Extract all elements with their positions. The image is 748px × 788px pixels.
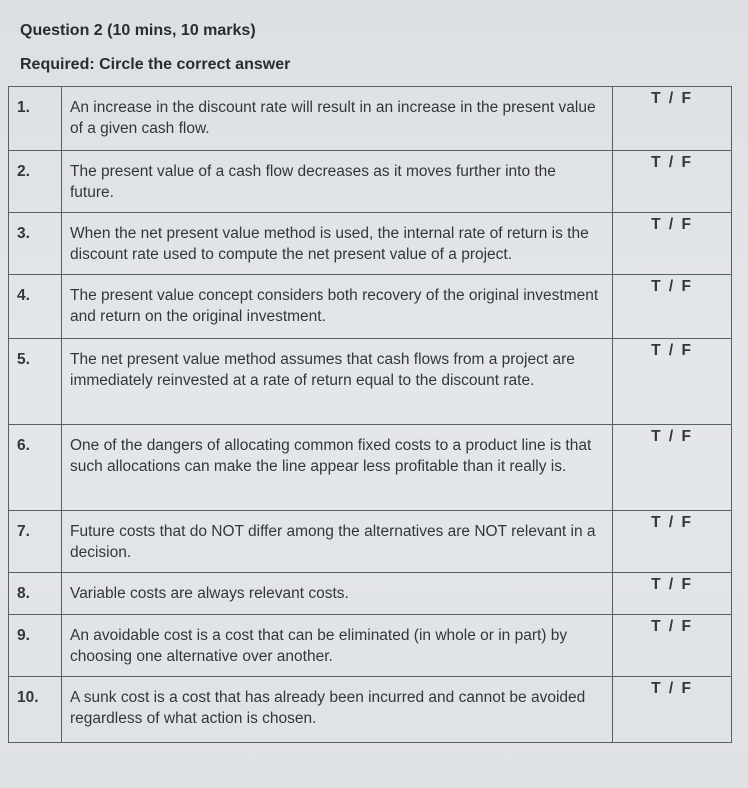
- true-false-choice[interactable]: T / F: [613, 615, 732, 677]
- true-false-choice[interactable]: T / F: [613, 511, 732, 573]
- question-number: 1.: [9, 87, 62, 151]
- true-false-choice[interactable]: T / F: [613, 339, 732, 425]
- question-statement: The net present value method assumes that cash flows from a project are immediately reinvested at a rate of return equal to the discount rate.: [62, 339, 613, 425]
- question-row: [9, 573, 732, 615]
- true-false-choice[interactable]: T / F: [613, 425, 732, 511]
- question-statement: A sunk cost is a cost that has already been incurred and cannot be avoided regardless of what action is chosen.: [62, 677, 613, 743]
- question-statement: The present value concept considers both recovery of the original investment and return on the original investment.: [62, 275, 613, 339]
- question-number: 4.: [9, 275, 62, 339]
- question-number: 7.: [9, 511, 62, 573]
- question-statement: Future costs that do NOT differ among the alternatives are NOT relevant in a decision.: [62, 511, 613, 573]
- instruction-text: Required: Circle the correct answer: [20, 56, 291, 73]
- question-number: 8.: [9, 573, 62, 615]
- question-statement: Variable costs are always relevant costs.: [62, 573, 613, 615]
- true-false-choice[interactable]: T / F: [613, 677, 732, 743]
- true-false-choice[interactable]: T / F: [613, 213, 732, 275]
- true-false-choice[interactable]: T / F: [613, 275, 732, 339]
- question-number: 9.: [9, 615, 62, 677]
- question-number: 5.: [9, 339, 62, 425]
- question-row: [9, 677, 732, 743]
- question-table: [8, 86, 732, 743]
- question-statement: An increase in the discount rate will result in an increase in the present value of a given cash flow.: [62, 87, 613, 151]
- question-row: [9, 87, 732, 151]
- question-number: 3.: [9, 213, 62, 275]
- question-row: [9, 425, 732, 511]
- question-statement: When the net present value method is used, the internal rate of return is the discount rate used to compute the net present value of a project.: [62, 213, 613, 275]
- true-false-choice[interactable]: T / F: [613, 573, 732, 615]
- question-row: [9, 151, 732, 213]
- true-false-choice[interactable]: T / F: [613, 151, 732, 213]
- question-row: [9, 615, 732, 677]
- question-row: [9, 275, 732, 339]
- question-number: 2.: [9, 151, 62, 213]
- question-statement: One of the dangers of allocating common fixed costs to a product line is that such allocations can make the line appear less profitable than it really is.: [62, 425, 613, 511]
- question-number: 6.: [9, 425, 62, 511]
- question-row: [9, 213, 732, 275]
- true-false-choice[interactable]: T / F: [613, 87, 732, 151]
- question-title: Question 2 (10 mins, 10 marks): [20, 22, 256, 39]
- question-row: [9, 511, 732, 573]
- question-statement: The present value of a cash flow decreases as it moves further into the future.: [62, 151, 613, 213]
- question-number: 10.: [9, 677, 62, 743]
- question-row: [9, 339, 732, 425]
- question-statement: An avoidable cost is a cost that can be eliminated (in whole or in part) by choosing one alternative over another.: [62, 615, 613, 677]
